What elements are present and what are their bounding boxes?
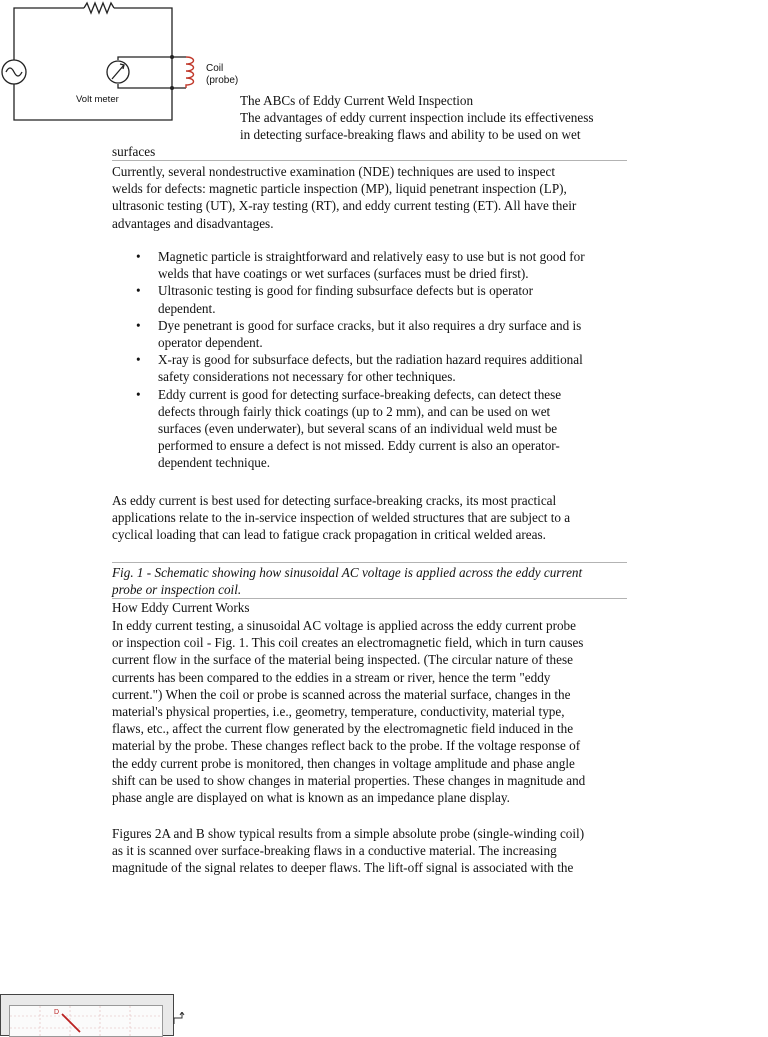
text-line: shift can be used to show changes in material properties. These changes in magnitude and bbox=[112, 772, 586, 788]
text-line: probe or inspection coil. bbox=[112, 582, 242, 598]
text-line: dependent technique. bbox=[158, 455, 271, 471]
coil-label: Coil bbox=[206, 63, 224, 74]
text-line: or inspection coil - Fig. 1. This coil creates an electromagnetic field, which in turn causes bbox=[112, 635, 584, 651]
signal-trace bbox=[62, 1014, 80, 1032]
marker-letter: D bbox=[54, 1009, 60, 1016]
text-line: material by the probe. These changes reflect back to the probe. If the voltage response of bbox=[112, 738, 581, 754]
text-line: In eddy current testing, a sinusoidal AC voltage is applied across the eddy current probe bbox=[112, 618, 577, 633]
voltmeter-label: Volt meter bbox=[76, 94, 119, 105]
intro-paragraph bbox=[112, 163, 642, 232]
text-line: operator dependent. bbox=[158, 335, 263, 351]
eddy-current-circuit-diagram bbox=[0, 0, 250, 140]
section-heading: How Eddy Current Works bbox=[112, 600, 250, 615]
applications-paragraph bbox=[112, 492, 642, 544]
subtitle-line-3: surfaces bbox=[112, 144, 156, 159]
figures-paragraph bbox=[112, 825, 642, 877]
divider bbox=[112, 562, 627, 563]
divider bbox=[112, 160, 627, 161]
subtitle-line-2: in detecting surface-breaking flaws and ability to be used on wet bbox=[240, 127, 581, 142]
text-line: • Ultrasonic testing is good for finding subsurface defects but is operator bbox=[158, 283, 534, 299]
text-line: phase angle are displayed on what is known as an impedance plane display. bbox=[112, 790, 510, 806]
text-line: surfaces (even underwater), but several scans of an individual weld must be bbox=[158, 421, 558, 437]
text-line: current.") When the coil or probe is scanned across the material surface, changes in the bbox=[112, 686, 571, 702]
text-line: safety considerations not necessary for other techniques. bbox=[158, 369, 456, 385]
technique-list bbox=[112, 248, 678, 472]
text-line: ultrasonic testing (UT), X-ray testing (RT), and eddy current testing (ET). All have their bbox=[112, 198, 577, 214]
text-line: material's physical properties, i.e., geometry, temperature, conductivity, material type, bbox=[112, 704, 565, 720]
figure-plot-svg bbox=[10, 1006, 162, 1036]
text-line: applications relate to the in-service inspection of welded structures that are subject to a bbox=[112, 510, 571, 526]
text-line: dependent. bbox=[158, 300, 216, 316]
subtitle-line-1: The advantages of eddy current inspection include its effectiveness bbox=[240, 110, 594, 125]
text-line: • Dye penetrant is good for surface cracks, but it also requires a dry surface and is bbox=[158, 317, 582, 333]
list-item bbox=[158, 386, 678, 472]
figure-axis-arrow-icon bbox=[172, 1012, 192, 1024]
text-line: current flow in the surface of the material being inspected. (The circular nature of these bbox=[112, 652, 573, 668]
coil-sub-label: (probe) bbox=[206, 75, 239, 86]
article-title: The ABCs of Eddy Current Weld Inspection bbox=[240, 93, 474, 108]
text-line: Figures 2A and B show typical results from a simple absolute probe (single-winding coil) bbox=[112, 826, 585, 841]
impedance-plane-figure bbox=[0, 994, 174, 1036]
text-line: flaws, etc., affect the current flow generated by the electromagnetic field induced in the bbox=[112, 721, 574, 737]
list-item bbox=[158, 282, 678, 316]
text-line: As eddy current is best used for detecting surface-breaking cracks, its most practical bbox=[112, 493, 557, 508]
text-line: • Eddy current is good for detecting surface-breaking defects, can detect these bbox=[158, 386, 562, 402]
text-line: currents has been compared to the eddies in a stream or river, hence the term "eddy bbox=[112, 669, 551, 685]
list-item bbox=[158, 351, 678, 385]
text-line: defects through fairly thick coatings (up to 2 mm), and can be used on wet bbox=[158, 403, 551, 419]
coil-probe-icon bbox=[186, 57, 194, 88]
text-line: the eddy current probe is monitored, then changes in voltage amplitude and phase angle bbox=[112, 755, 575, 771]
text-line: cyclical loading that can lead to fatigue crack propagation in critical welded areas. bbox=[112, 527, 546, 543]
list-item bbox=[158, 248, 678, 282]
text-line: magnitude of the signal relates to deeper flaws. The lift-off signal is associated with the bbox=[112, 860, 574, 876]
text-line: Fig. 1 - Schematic showing how sinusoidal AC voltage is applied across the eddy current bbox=[112, 565, 583, 580]
text-line: performed to ensure a defect is not missed. Eddy current is also an operator- bbox=[158, 438, 560, 454]
resistor-icon bbox=[84, 3, 114, 13]
text-line: welds that have coatings or wet surfaces (surfaces must be dried first). bbox=[158, 266, 529, 282]
text-line: welds for defects: magnetic particle inspection (MP), liquid penetrant inspection (LP), bbox=[112, 181, 567, 197]
text-line: advantages and disadvantages. bbox=[112, 215, 274, 231]
how-it-works-paragraph bbox=[112, 617, 642, 806]
figure-plot-area bbox=[9, 1005, 163, 1037]
text-line: • Magnetic particle is straightforward and relatively easy to use but is not good for bbox=[158, 249, 585, 264]
text-line: • X-ray is good for subsurface defects, but the radiation hazard requires additional bbox=[158, 352, 583, 368]
list-item bbox=[158, 317, 678, 351]
text-line: Currently, several nondestructive examination (NDE) techniques are used to inspect bbox=[112, 164, 555, 179]
figure-caption bbox=[112, 564, 642, 598]
wire-top-left bbox=[14, 8, 84, 60]
text-line: as it is scanned over surface-breaking flaws in a conductive material. The increasing bbox=[112, 843, 557, 859]
